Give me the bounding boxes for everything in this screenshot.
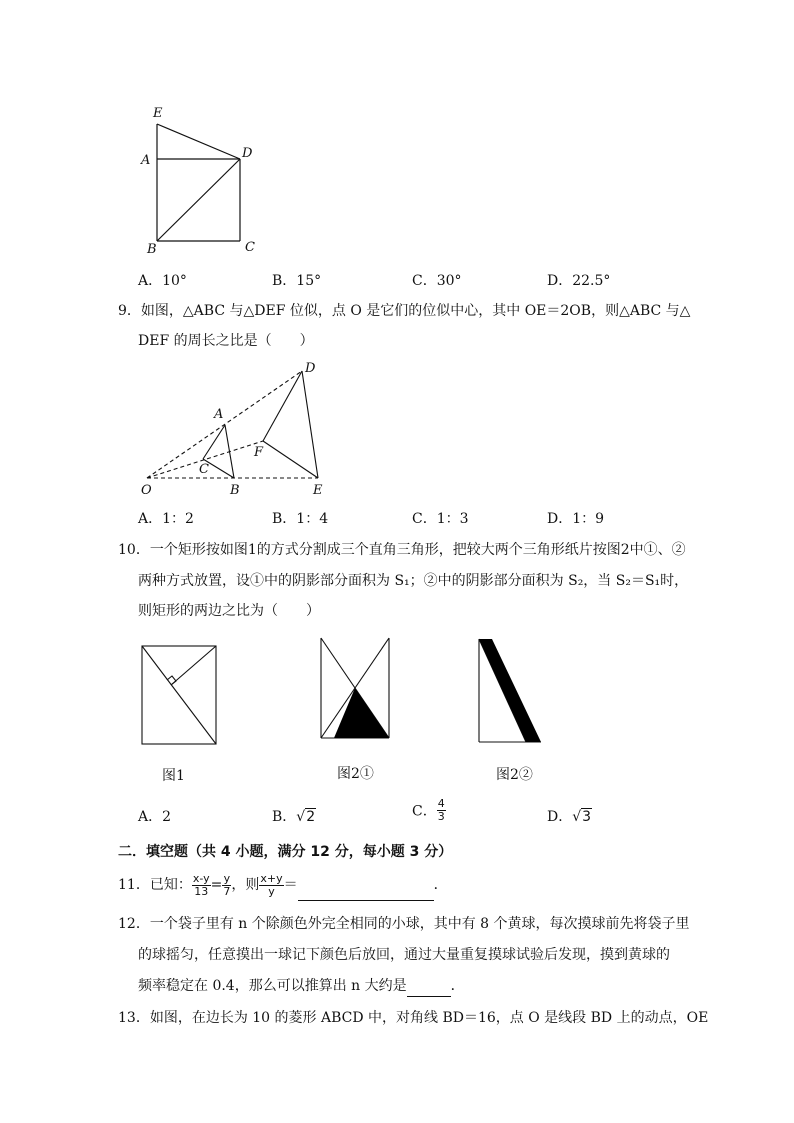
q12-answer-blank[interactable] xyxy=(407,976,451,997)
q11-f3-denominator: y xyxy=(268,884,275,898)
q9-label-e: E xyxy=(313,483,323,498)
q10-option-a: A．2 xyxy=(138,809,172,825)
q9-option-a: A．1：2 xyxy=(138,511,194,527)
q10-option-c-denominator: 3 xyxy=(437,810,445,823)
q12-line2: 的球摇匀，任意摸出一球记下颜色后放回，通过大量重复摸球试验后发现，摸到黄球的 xyxy=(138,947,670,963)
q8-option-c: C．30° xyxy=(412,273,462,289)
q9-label-a: A xyxy=(214,407,224,422)
q10-fig1-diagonal xyxy=(142,646,216,744)
q8-label-a: A xyxy=(141,153,151,168)
q10-figure-1 xyxy=(140,644,222,748)
q12-line3-end: ． xyxy=(450,978,465,994)
q8-label-d: D xyxy=(242,146,253,161)
q9-option-c: C．1：3 xyxy=(412,511,469,527)
q9-line-ab xyxy=(225,425,234,478)
q9-ray-od xyxy=(147,371,302,478)
q10-option-d-sqrt: √3 xyxy=(572,809,592,825)
q10-option-d-radicand: 3 xyxy=(582,809,592,825)
q11-mid: ，则 xyxy=(231,877,260,893)
q9-option-b: B．1：4 xyxy=(272,511,329,527)
q8-option-d: D．22.5° xyxy=(547,273,611,289)
q10-figure-2-1 xyxy=(318,636,394,742)
q8-label-c: C xyxy=(245,240,255,255)
q13-line1: 13．如图，在边长为 10 的菱形 ABCD 中，对角线 BD＝16，点 O 是线段 BD 上的动点，OE xyxy=(118,1010,709,1026)
q10-caption-2b: 图2② xyxy=(496,767,533,783)
q8-line-bd xyxy=(157,159,240,241)
q9-label-o: O xyxy=(141,483,152,498)
q11-fraction-3 xyxy=(259,873,283,898)
q8-option-a: A．10° xyxy=(138,273,187,289)
q10-text-line1: 10．一个矩形按如图1的方式分割成三个直角三角形，把较大两个三角形纸片按图2中①、② xyxy=(118,542,686,558)
q12-line3-text: 频率稳定在 0.4，那么可以推算出 n 大约是 xyxy=(138,978,407,994)
q10-option-d xyxy=(547,806,592,826)
q10-option-d-prefix: D． xyxy=(547,809,573,825)
q9-label-b: B xyxy=(230,483,240,498)
q11-equals: = xyxy=(210,877,223,893)
q10-option-c-prefix: C． xyxy=(412,803,437,820)
q10-fig2b-shaded xyxy=(479,639,541,742)
q12-line1: 12．一个袋子里有 n 个除颜色外完全相同的小球，其中有 8 个黄球，每次摸球前先将袋子里 xyxy=(118,916,690,932)
q11-f2-numerator: y xyxy=(223,871,231,885)
q10-option-b xyxy=(272,806,316,826)
q11-f1-denominator: 13 xyxy=(194,884,209,898)
q11-end: ． xyxy=(433,877,448,893)
q11-prefix: 11．已知： xyxy=(118,877,192,893)
q11 xyxy=(118,870,448,901)
q10-figure-2-2 xyxy=(476,637,546,745)
q10-option-b-radicand: 2 xyxy=(306,809,316,825)
q11-suffix: ＝ xyxy=(283,877,298,893)
section-2-heading: 二．填空题（共 4 小题，满分 12 分，每小题 3 分） xyxy=(118,844,453,860)
q10-text-line2: 两种方式放置，设①中的阴影部分面积为 S₁；②中的阴影部分面积为 S₂，当 S₂＝S₁时， xyxy=(138,573,689,589)
q9-label-d: D xyxy=(305,361,316,376)
q9-line-de xyxy=(302,371,318,478)
q9-line-fe xyxy=(263,441,318,478)
q11-f3-numerator: x+y xyxy=(260,871,283,885)
q8-label-e: E xyxy=(153,106,163,121)
q10-fig2a-shaded xyxy=(334,688,389,738)
q10-option-b-prefix: B． xyxy=(272,809,297,825)
q8-line-ed xyxy=(157,124,240,159)
q10-caption-2a: 图2① xyxy=(337,766,374,782)
q9-label-f: F xyxy=(254,445,264,460)
q10-text-line3: 则矩形的两边之比为（ ） xyxy=(138,603,320,619)
q10-option-c-numerator: 4 xyxy=(437,797,445,810)
q9-option-d: D．1：9 xyxy=(547,511,605,527)
q8-option-b: B．15° xyxy=(272,273,322,289)
q11-fraction-1 xyxy=(192,873,211,898)
q11-fraction-2 xyxy=(222,873,231,898)
q10-fig1-perpendicular xyxy=(171,646,216,685)
q8-label-b: B xyxy=(147,242,157,257)
q10-option-b-sqrt: √2 xyxy=(296,809,316,825)
q11-f2-denominator: 7 xyxy=(223,884,231,898)
q9-figure xyxy=(135,358,335,498)
q9-text-line1: 9．如图，△ABC 与△DEF 位似，点 O 是它们的位似中心，其中 OE＝2OB，则△ABC 与△ xyxy=(118,303,691,319)
q9-text-line2: DEF 的周长之比是（ ） xyxy=(138,333,314,349)
q10-option-c-fraction xyxy=(437,798,446,823)
q12-line3 xyxy=(138,976,465,997)
q10-option-c xyxy=(412,798,446,823)
q9-label-c: C xyxy=(199,462,209,477)
q8-figure xyxy=(135,100,265,260)
q9-line-df xyxy=(263,371,302,441)
q11-f1-numerator: x-y xyxy=(192,871,210,885)
q11-answer-blank[interactable] xyxy=(298,870,434,901)
q10-caption-1: 图1 xyxy=(162,768,185,784)
